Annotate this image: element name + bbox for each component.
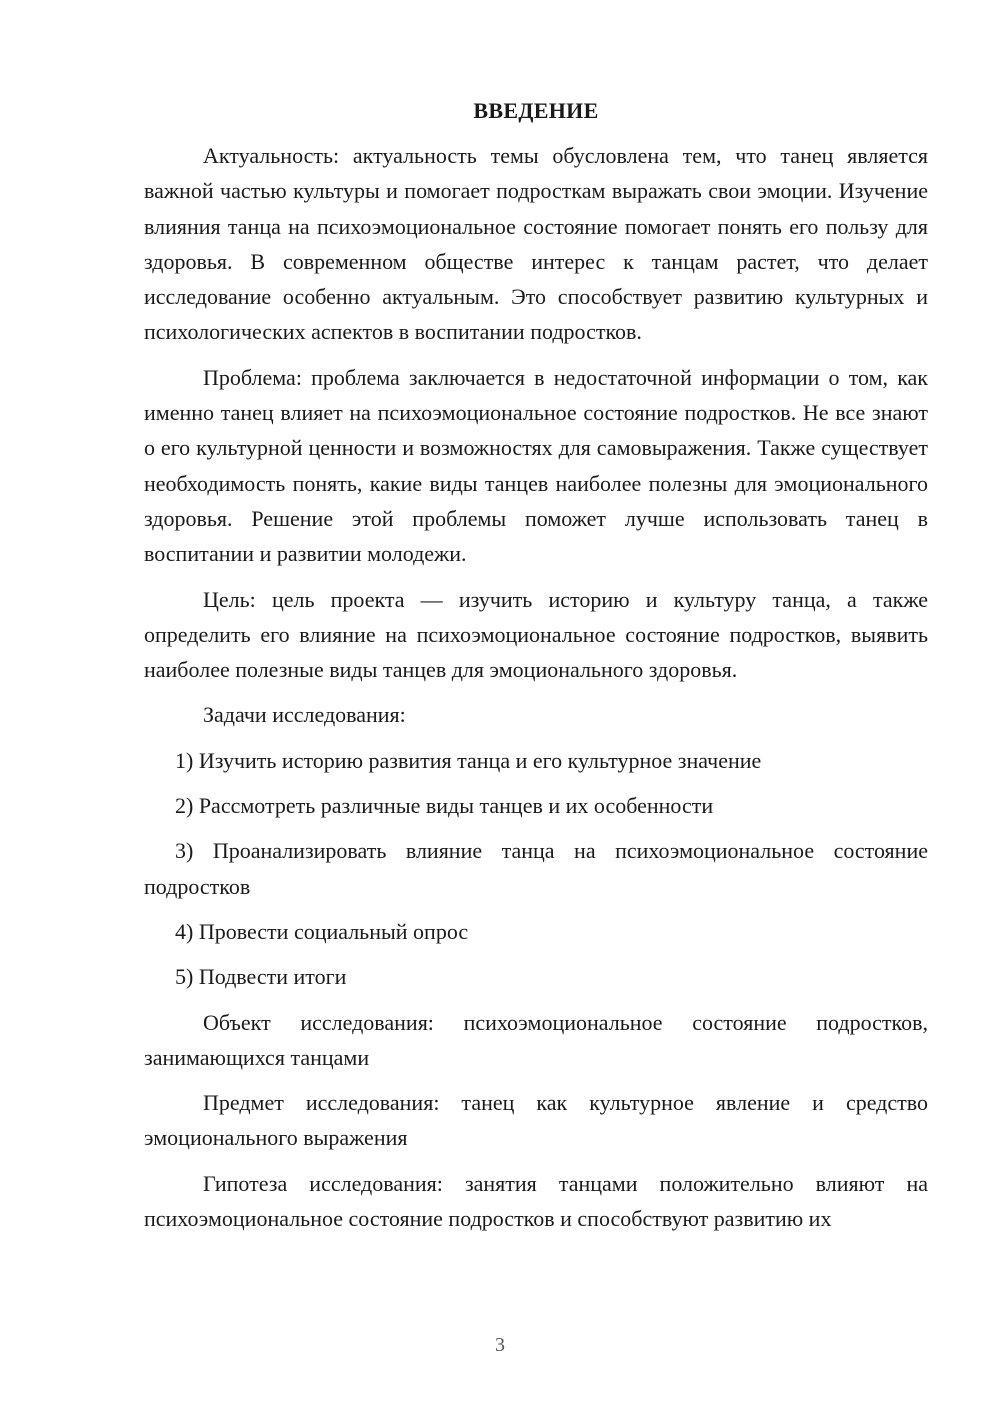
object-paragraph: Объект исследования: психоэмоциональное состояние подростков, занимающихся танцами: [144, 1009, 928, 1070]
task-item: 1) Изучить историю развития танца и его культурное значение: [175, 747, 762, 773]
task-item: 3) Проанализировать влияние танца на психоэмоциональное состояние подростков: [144, 838, 928, 899]
page-number: 3: [495, 1334, 505, 1356]
document-body: [144, 96, 928, 1246]
subject-paragraph: Предмет исследования: танец как культурное явление и средство эмоционального выражения: [144, 1090, 928, 1151]
goal-paragraph: Цель: цель проекта — изучить историю и культуру танца, а также определить его влияние на психоэмоциональное состояние подростков, выявить наиболее полезные виды танцев для эмоционального здоровья.: [144, 586, 928, 683]
tasks-heading: Задачи исследования:: [203, 702, 406, 728]
task-item: 5) Подвести итоги: [175, 964, 347, 990]
relevance-paragraph: Актуальность: актуальность темы обусловлена тем, что танец является важной частью культуры и помогает подросткам выражать свои эмоции. Изучение влияния танца на психоэмоциональное состояние помогает понять его пользу для здоровья. В современном обществе интерес к танцам растет, что делает исследование особенно актуальным. Это способствует развитию культурных и психологических аспектов в воспитании подростков.: [144, 143, 928, 345]
problem-paragraph: Проблема: проблема заключается в недостаточной информации о том, как именно танец влияет на психоэмоциональное состояние подростков. Не все знают о его культурной ценности и возможностях для самовыражения. Также существует необходимость понять, какие виды танцев наиболее полезны для эмоционального здоровья. Решение этой проблемы поможет лучше использовать танец в воспитании и развитии молодежи.: [144, 364, 928, 567]
hypothesis-paragraph: Гипотеза исследования: занятия танцами положительно влияют на психоэмоциональное состояние подростков и способствуют развитию их: [144, 1170, 928, 1232]
task-item: 4) Провести социальный опрос: [175, 918, 469, 944]
section-title: ВВЕДЕНИЕ: [473, 98, 599, 123]
task-item: 2) Рассмотреть различные виды танцев и их особенности: [175, 793, 714, 819]
